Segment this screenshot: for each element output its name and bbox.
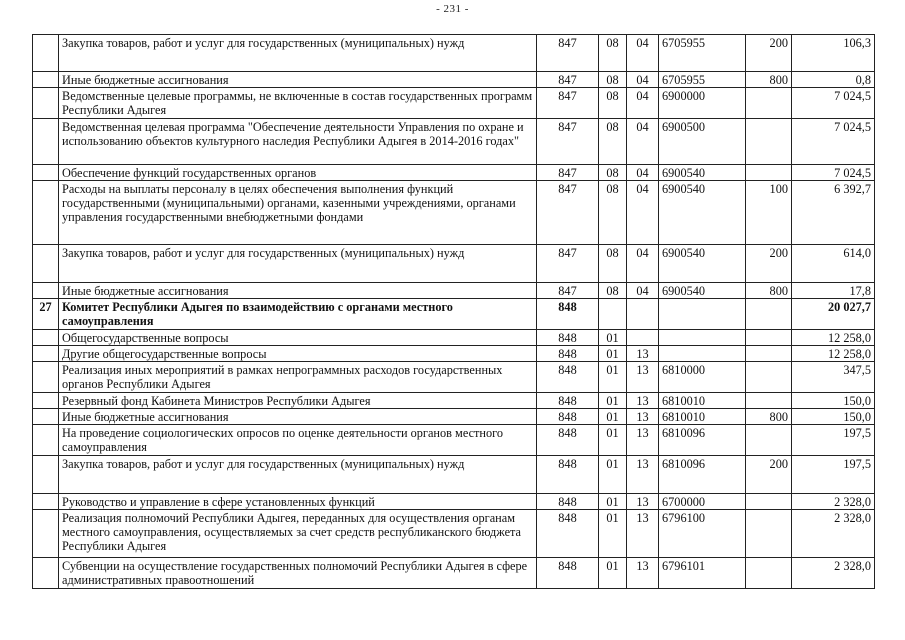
row-amount: 614,0 [792,245,875,283]
row-section: 01 [599,494,627,510]
row-subsection: 04 [627,88,659,119]
row-amount: 150,0 [792,409,875,425]
row-number [33,393,59,409]
row-subsection [627,299,659,330]
row-amount: 2 328,0 [792,494,875,510]
row-target-code [659,330,746,346]
row-name: На проведение социологических опросов по оценке деятельности органов местного самоуправления [59,425,537,456]
row-section [599,299,627,330]
row-target-code: 6900540 [659,181,746,245]
row-section: 01 [599,409,627,425]
row-gr-code: 848 [537,494,599,510]
table-row [33,245,875,283]
row-subsection: 04 [627,245,659,283]
row-target-code: 6810096 [659,456,746,494]
row-gr-code: 848 [537,330,599,346]
row-target-code: 6810010 [659,393,746,409]
row-amount: 7 024,5 [792,119,875,165]
row-name: Закупка товаров, работ и услуг для государственных (муниципальных) нужд [59,35,537,72]
row-name: Комитет Республики Адыгея по взаимодействию с органами местного самоуправления [59,299,537,330]
row-subsection: 04 [627,181,659,245]
table-row [33,494,875,510]
row-expense-type [746,88,792,119]
row-section: 01 [599,393,627,409]
row-expense-type [746,165,792,181]
row-number [33,119,59,165]
row-target-code: 6810096 [659,425,746,456]
row-name: Общегосударственные вопросы [59,330,537,346]
row-name: Ведомственная целевая программа "Обеспечение деятельности Управления по охране и использованию объектов культурного наследия Республики Адыгея в 2014-2016 годах" [59,119,537,165]
row-expense-type [746,362,792,393]
row-number [33,510,59,558]
row-subsection: 04 [627,165,659,181]
row-gr-code: 847 [537,283,599,299]
row-name: Ведомственные целевые программы, не включенные в состав государственных программ Республики Адыгея [59,88,537,119]
table-row [33,425,875,456]
row-amount: 7 024,5 [792,165,875,181]
row-number [33,88,59,119]
row-name: Иные бюджетные ассигнования [59,409,537,425]
row-amount: 347,5 [792,362,875,393]
row-section: 01 [599,558,627,589]
row-amount: 2 328,0 [792,510,875,558]
row-expense-type [746,119,792,165]
table-row [33,165,875,181]
row-number [33,181,59,245]
row-target-code: 6900540 [659,283,746,299]
row-target-code: 6796101 [659,558,746,589]
row-gr-code: 848 [537,362,599,393]
row-target-code: 6900000 [659,88,746,119]
row-gr-code: 848 [537,456,599,494]
budget-table [32,34,875,589]
row-subsection: 13 [627,362,659,393]
row-section: 08 [599,88,627,119]
table-row [33,181,875,245]
row-section: 01 [599,456,627,494]
row-subsection: 04 [627,72,659,88]
row-name: Реализация полномочий Республики Адыгея, переданных для осуществления органам местного самоуправления, осуществляемых за счет средств республиканского бюджета Республики Адыгея [59,510,537,558]
table-row [33,558,875,589]
row-target-code [659,346,746,362]
row-expense-type [746,346,792,362]
row-gr-code: 848 [537,425,599,456]
row-gr-code: 847 [537,119,599,165]
row-amount: 2 328,0 [792,558,875,589]
row-subsection: 13 [627,456,659,494]
row-number [33,245,59,283]
row-section: 08 [599,119,627,165]
row-amount: 17,8 [792,283,875,299]
row-gr-code: 848 [537,409,599,425]
row-expense-type: 800 [746,72,792,88]
row-subsection: 13 [627,558,659,589]
row-section: 08 [599,245,627,283]
row-section: 01 [599,346,627,362]
row-subsection: 13 [627,409,659,425]
row-target-code: 6900540 [659,165,746,181]
row-target-code: 6700000 [659,494,746,510]
row-gr-code: 848 [537,510,599,558]
row-target-code: 6705955 [659,35,746,72]
row-name: Закупка товаров, работ и услуг для государственных (муниципальных) нужд [59,456,537,494]
row-amount: 197,5 [792,425,875,456]
row-amount: 6 392,7 [792,181,875,245]
row-expense-type: 200 [746,245,792,283]
row-subsection: 04 [627,283,659,299]
row-amount: 150,0 [792,393,875,409]
row-gr-code: 848 [537,558,599,589]
row-name: Другие общегосударственные вопросы [59,346,537,362]
row-gr-code: 847 [537,181,599,245]
row-section: 01 [599,425,627,456]
row-target-code: 6705955 [659,72,746,88]
row-name: Резервный фонд Кабинета Министров Республики Адыгея [59,393,537,409]
table-row [33,393,875,409]
table-row [33,346,875,362]
row-gr-code: 847 [537,72,599,88]
row-amount: 12 258,0 [792,346,875,362]
row-gr-code: 848 [537,346,599,362]
row-section: 01 [599,510,627,558]
row-number [33,330,59,346]
table-row [33,330,875,346]
table-row [33,72,875,88]
row-expense-type [746,330,792,346]
row-number: 27 [33,299,59,330]
table-row [33,283,875,299]
row-expense-type: 100 [746,181,792,245]
row-amount: 106,3 [792,35,875,72]
row-expense-type [746,425,792,456]
row-name: Иные бюджетные ассигнования [59,72,537,88]
row-name: Реализация иных мероприятий в рамках непрограммных расходов государственных органов Республики Адыгея [59,362,537,393]
row-number [33,35,59,72]
row-section: 01 [599,362,627,393]
table-row [33,510,875,558]
row-number [33,558,59,589]
row-expense-type: 200 [746,456,792,494]
row-gr-code: 847 [537,35,599,72]
table-row [33,88,875,119]
row-target-code: 6796100 [659,510,746,558]
row-section: 08 [599,35,627,72]
row-number [33,456,59,494]
table-row [33,456,875,494]
row-subsection: 13 [627,346,659,362]
row-number [33,346,59,362]
row-section: 08 [599,165,627,181]
row-section: 01 [599,330,627,346]
row-gr-code: 847 [537,165,599,181]
row-subsection: 04 [627,35,659,72]
row-expense-type: 200 [746,35,792,72]
table-row [33,409,875,425]
row-number [33,165,59,181]
row-number [33,72,59,88]
row-number [33,283,59,299]
row-gr-code: 847 [537,88,599,119]
row-subsection [627,330,659,346]
row-target-code: 6900540 [659,245,746,283]
row-section: 08 [599,72,627,88]
row-expense-type [746,494,792,510]
row-amount: 7 024,5 [792,88,875,119]
row-subsection: 13 [627,425,659,456]
row-number [33,425,59,456]
row-amount: 20 027,7 [792,299,875,330]
table-row [33,362,875,393]
row-name: Закупка товаров, работ и услуг для государственных (муниципальных) нужд [59,245,537,283]
row-number [33,409,59,425]
row-target-code: 6810010 [659,409,746,425]
row-gr-code: 848 [537,393,599,409]
row-subsection: 13 [627,494,659,510]
row-number [33,494,59,510]
row-expense-type [746,393,792,409]
row-subsection: 04 [627,119,659,165]
row-subsection: 13 [627,510,659,558]
row-name: Иные бюджетные ассигнования [59,283,537,299]
row-target-code: 6810000 [659,362,746,393]
row-amount: 12 258,0 [792,330,875,346]
table-row [33,35,875,72]
row-name: Руководство и управление в сфере установленных функций [59,494,537,510]
table-row [33,299,875,330]
table-row [33,119,875,165]
page-number: - 231 - [436,3,469,15]
row-expense-type [746,510,792,558]
row-target-code [659,299,746,330]
row-expense-type [746,299,792,330]
row-amount: 197,5 [792,456,875,494]
row-expense-type: 800 [746,409,792,425]
row-expense-type: 800 [746,283,792,299]
row-gr-code: 848 [537,299,599,330]
row-number [33,362,59,393]
row-section: 08 [599,283,627,299]
row-gr-code: 847 [537,245,599,283]
row-section: 08 [599,181,627,245]
row-target-code: 6900500 [659,119,746,165]
row-name: Расходы на выплаты персоналу в целях обеспечения выполнения функций государственными (муниципальными) органами, казенными учреждениями, органами управления государственными внебюджетными фондами [59,181,537,245]
row-subsection: 13 [627,393,659,409]
row-name: Субвенции на осуществление государственных полномочий Республики Адыгея в сфере административных правоотношений [59,558,537,589]
row-expense-type [746,558,792,589]
row-name: Обеспечение функций государственных органов [59,165,537,181]
row-amount: 0,8 [792,72,875,88]
